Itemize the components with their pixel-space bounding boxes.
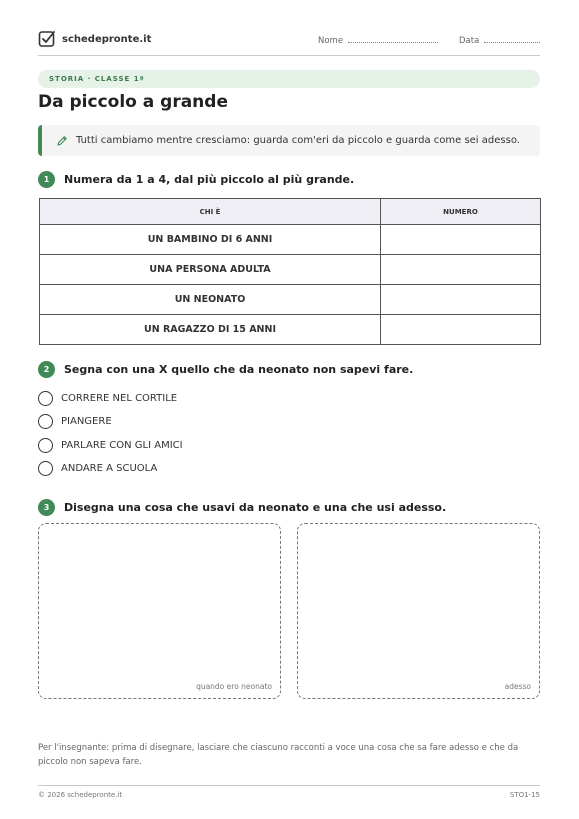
question-1-text: Numera da 1 a 4, dal più piccolo al più grande.: [64, 173, 355, 186]
question-2-heading: [38, 361, 413, 378]
intro-text: Tutti cambiamo mentre cresciamo: guarda com'eri da piccolo e guarda come sei adesso.: [76, 135, 520, 146]
row-label: UN NEONATO: [40, 285, 381, 315]
row-label: UN BAMBINO DI 6 ANNI: [40, 225, 381, 255]
name-label: Nome: [318, 36, 344, 46]
page-header: [38, 30, 540, 56]
question-3-text: Disegna una cosa che usavi da neonato e una che usi adesso.: [64, 501, 447, 514]
option-label: CORRERE NEL CORTILE: [61, 393, 178, 405]
number-answer-cell[interactable]: [381, 225, 541, 255]
page-footer: [38, 785, 540, 799]
drawing-box-now[interactable]: [297, 523, 540, 699]
table-header-row: [40, 199, 541, 225]
table-row: [40, 225, 541, 255]
option-item[interactable]: [38, 410, 183, 433]
date-line[interactable]: [484, 35, 540, 43]
option-label: PIANGERE: [61, 416, 112, 428]
intro-callout: [38, 125, 540, 156]
drawing-caption: adesso: [504, 682, 531, 691]
options-list: [38, 387, 183, 480]
pencil-icon: [56, 135, 68, 147]
row-label: UN RAGAZZO DI 15 ANNI: [40, 315, 381, 345]
option-label: ANDARE A SCUOLA: [61, 463, 158, 475]
question-1-heading: [38, 171, 354, 188]
name-field[interactable]: [318, 35, 438, 46]
number-answer-cell[interactable]: [381, 285, 541, 315]
page-title: Da piccolo a grande: [38, 92, 228, 112]
drawing-box-newborn[interactable]: [38, 523, 281, 699]
date-field[interactable]: [459, 35, 540, 46]
number-answer-cell[interactable]: [381, 255, 541, 285]
table-row: [40, 315, 541, 345]
subject-tag: STORIA · CLASSE 1ª: [38, 70, 540, 88]
option-item[interactable]: [38, 434, 183, 457]
question-2-number: 2: [38, 361, 55, 378]
brand: [38, 30, 151, 48]
radio-circle[interactable]: [38, 391, 53, 406]
date-label: Data: [459, 36, 480, 46]
question-3-number: 3: [38, 499, 55, 516]
question-2-text: Segna con una X quello che da neonato non sapevi fare.: [64, 363, 414, 376]
drawing-caption: quando ero neonato: [196, 682, 272, 691]
teacher-note: Per l'insegnante: prima di disegnare, lasciare che ciascuno racconti a voce una cosa che sa fare adesso e che da piccolo non sapeva fare.: [38, 743, 519, 767]
column-who: CHI È: [40, 199, 381, 225]
question-1-number: 1: [38, 171, 55, 188]
brand-name: schedepronte.it: [62, 33, 152, 45]
table-row: [40, 285, 541, 315]
ordering-table: [39, 198, 541, 345]
column-number: NUMERO: [381, 199, 541, 225]
sheet-code: STO1-15: [509, 791, 540, 799]
radio-circle[interactable]: [38, 438, 53, 453]
copyright: © 2026 schedepronte.it: [38, 791, 123, 799]
question-3-heading: [38, 499, 446, 516]
row-label: UNA PERSONA ADULTA: [40, 255, 381, 285]
name-line[interactable]: [348, 35, 438, 43]
check-document-icon: [38, 30, 56, 48]
option-label: PARLARE CON GLI AMICI: [61, 439, 183, 451]
option-item[interactable]: [38, 457, 183, 480]
radio-circle[interactable]: [38, 461, 53, 476]
number-answer-cell[interactable]: [381, 315, 541, 345]
table-row: [40, 255, 541, 285]
option-item[interactable]: [38, 387, 183, 410]
radio-circle[interactable]: [38, 414, 53, 429]
